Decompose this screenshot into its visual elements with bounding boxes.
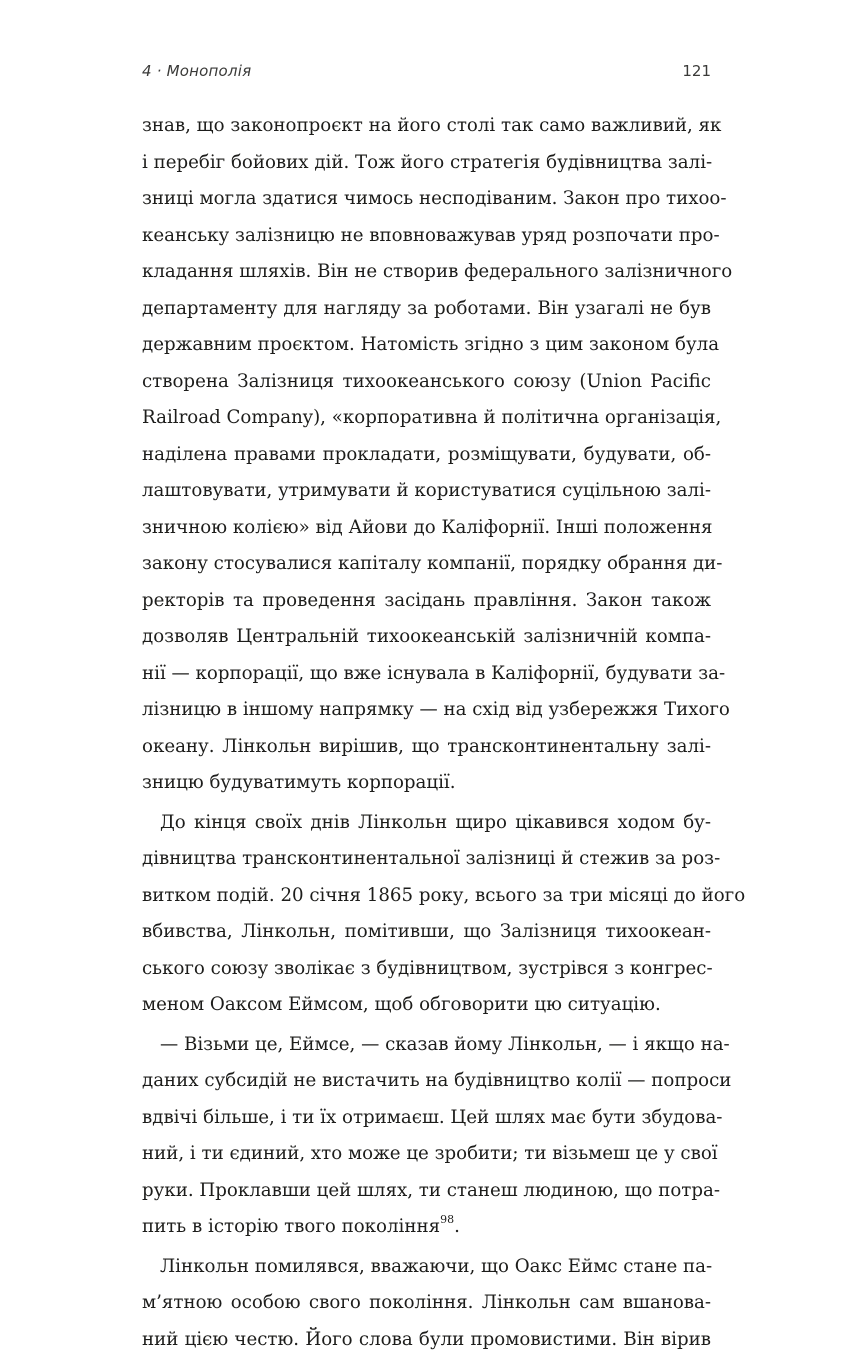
- body-text: [142, 108, 711, 1358]
- text-line: даних субсидій не вистачить на будівництво колії — попроси: [142, 1063, 711, 1100]
- chapter-title: 4 · Монополія: [142, 62, 251, 80]
- text-line: державним проєктом. Натомість згідно з цим законом була: [142, 327, 711, 364]
- text-line: руки. Проклавши цей шлях, ти станеш людиною, що потра-: [142, 1173, 711, 1210]
- text-line: кеанську залізницю не вповноважував уряд розпочати про-: [142, 218, 711, 255]
- text-line: наділена правами прокладати, розміщувати, будувати, об-: [142, 437, 711, 474]
- text-line: До кінця своїх днів Лінкольн щиро цікавився ходом бу-: [142, 805, 711, 842]
- text-line: лаштовувати, утримувати й користуватися суцільною залі-: [142, 473, 711, 510]
- text-line: меном Оаксом Еймсом, щоб обговорити цю ситуацію.: [142, 987, 711, 1024]
- text-line: зниці могла здатися чимось несподіваним. Закон про тихоо-: [142, 181, 711, 218]
- text-line: створена Залізниця тихоокеанського союзу (Union Pacific: [142, 364, 711, 401]
- text-line: океану. Лінкольн вирішив, що трансконтинентальну залі-: [142, 729, 711, 766]
- text-line: ректорів та проведення засідань правління. Закон також: [142, 583, 711, 620]
- paragraph: [142, 1249, 711, 1358]
- text-line: лізницю в іншому напрямку — на схід від узбережжя Тихого: [142, 692, 711, 729]
- paragraph: [142, 805, 711, 1024]
- text-line: зницю будуватимуть корпорації.: [142, 765, 711, 802]
- text-line: ського союзу зволікає з будівництвом, зустрівся з конгрес-: [142, 951, 711, 988]
- text-line: департаменту для нагляду за роботами. Він узагалі не був: [142, 291, 711, 328]
- text-line: закону стосувалися капіталу компанії, порядку обрання ди-: [142, 546, 711, 583]
- page-number: 121: [682, 62, 711, 80]
- text-line: зничною колією» від Айови до Каліфорнії. Інші положення: [142, 510, 711, 547]
- text-line: вдвічі більше, і ти їх отримаєш. Цей шлях має бути збудова-: [142, 1100, 711, 1137]
- text-line: ний, і ти єдиний, хто може це зробити; ти візьмеш це у свої: [142, 1136, 711, 1173]
- footnote-reference[interactable]: 98: [440, 1213, 454, 1226]
- text-line: знав, що законопроєкт на його столі так само важливий, як: [142, 108, 711, 145]
- paragraph: [142, 1027, 711, 1246]
- text-line: Лінкольн помилявся, вважаючи, що Оакс Еймс стане па-: [142, 1249, 711, 1286]
- text-line-content: пить в історію твого покоління: [142, 1216, 440, 1237]
- text-line: — Візьми це, Еймсе, — сказав йому Лінкольн, — і якщо на-: [142, 1027, 711, 1064]
- text-line: Railroad Company), «корпоративна й політична організація,: [142, 400, 711, 437]
- text-line: дозволяв Центральній тихоокеанській залізничній компа-: [142, 619, 711, 656]
- text-line: м’ятною особою свого покоління. Лінкольн сам вшанова-: [142, 1285, 711, 1322]
- text-line: і перебіг бойових дій. Тож його стратегія будівництва залі-: [142, 145, 711, 182]
- text-line: вбивства, Лінкольн, помітивши, що Залізниця тихоокеан-: [142, 914, 711, 951]
- text-line: дівництва трансконтинентальної залізниці й стежив за роз-: [142, 841, 711, 878]
- sentence-end: .: [454, 1216, 460, 1237]
- text-line: [142, 1209, 711, 1246]
- text-line: нії — корпорації, що вже існувала в Каліфорнії, будувати за-: [142, 656, 711, 693]
- running-head: [142, 62, 711, 84]
- text-line: кладання шляхів. Він не створив федерального залізничного: [142, 254, 711, 291]
- text-line: ний цією честю. Його слова були промовистими. Він вірив: [142, 1322, 711, 1358]
- paragraph: [142, 108, 711, 802]
- text-line: витком подій. 20 січня 1865 року, всього за три місяці до його: [142, 878, 711, 915]
